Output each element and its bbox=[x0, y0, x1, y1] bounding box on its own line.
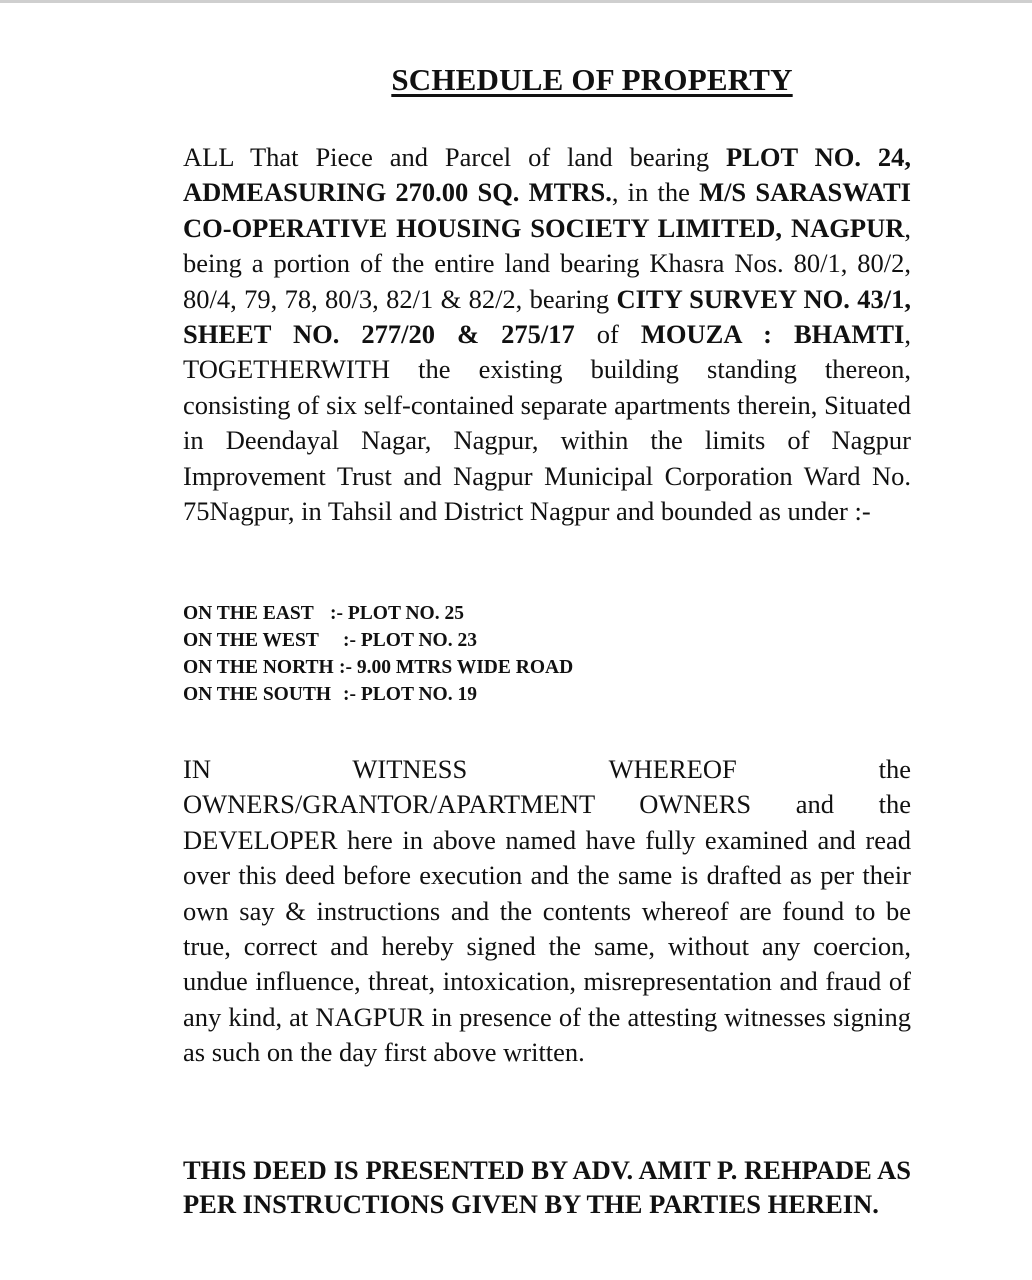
plot-number-text: PLOT NO. 24, ADMEASURING 270.00 SQ. MTRS. bbox=[183, 142, 911, 208]
boundary-direction: ON THE EAST bbox=[183, 603, 314, 624]
society-name-text: M/S SARASWATI CO-OPERATIVE HOUSING SOCIETY LIMITED, NAGPUR bbox=[183, 177, 911, 243]
page-title: SCHEDULE OF PROPERTY bbox=[391, 62, 793, 97]
property-text-3: , being a portion of the entire land bearing Khasra Nos. 80/1, 80/2, 80/4, 79, 78, 80/3, 82/1 & 82/2, bearing bbox=[183, 212, 911, 314]
property-text-2: , in the bbox=[611, 177, 700, 208]
witness-paragraph: IN WITNESS WHEREOF the OWNERS/GRANTOR/APARTMENT OWNERS and the DEVELOPER here in above named have fully examined and read over this deed before execution and the same is drafted as per their own say & instructions and the contents whereof are found to be true, correct and hereby signed the same, without any coercion, undue influence, threat, intoxication, misrepresentation and fraud of any kind, at NAGPUR in presence of the attesting witnesses signing as such on the day first above written. bbox=[183, 754, 911, 1068]
boundary-row-north bbox=[183, 654, 911, 681]
boundary-value: :- PLOT NO. 19 bbox=[343, 684, 477, 705]
boundary-row-east bbox=[183, 600, 911, 627]
presented-by-paragraph: THIS DEED IS PRESENTED BY ADV. AMIT P. REHPADE AS PER INSTRUCTIONS GIVEN BY THE PARTIES HEREIN. bbox=[183, 1155, 911, 1219]
boundaries-list bbox=[183, 600, 911, 708]
boundary-value: :- 9.00 MTRS WIDE ROAD bbox=[339, 657, 574, 678]
boundary-value: :- PLOT NO. 25 bbox=[330, 603, 464, 624]
top-border-line bbox=[0, 0, 1032, 3]
city-survey-text: CITY SURVEY NO. 43/1, SHEET NO. 277/20 & 275/17 bbox=[183, 283, 911, 350]
boundary-row-west bbox=[183, 627, 911, 654]
mouza-text: MOUZA : BHAMTI bbox=[640, 319, 905, 350]
boundary-direction: ON THE SOUTH bbox=[183, 684, 332, 705]
boundary-row-south bbox=[183, 681, 911, 708]
property-text-1: ALL That Piece and Parcel of land bearing bbox=[183, 142, 726, 172]
boundary-direction: ON THE WEST bbox=[183, 630, 319, 651]
property-text-5: , TOGETHERWITH the existing building standing thereon, consisting of six self-contained separate apartments therein, Situated in Deendayal Nagar, Nagpur, within the limits of Nagpur Improvement Trust and Nagpur Municipal Corporation Ward No. 75Nagpur, in Tahsil and District Nagpur and bounded as under :- bbox=[183, 319, 911, 527]
boundary-direction: ON THE NORTH bbox=[183, 657, 334, 678]
boundary-value: :- PLOT NO. 23 bbox=[343, 630, 477, 651]
property-description-paragraph bbox=[183, 140, 911, 529]
property-text-4: of bbox=[574, 319, 641, 350]
